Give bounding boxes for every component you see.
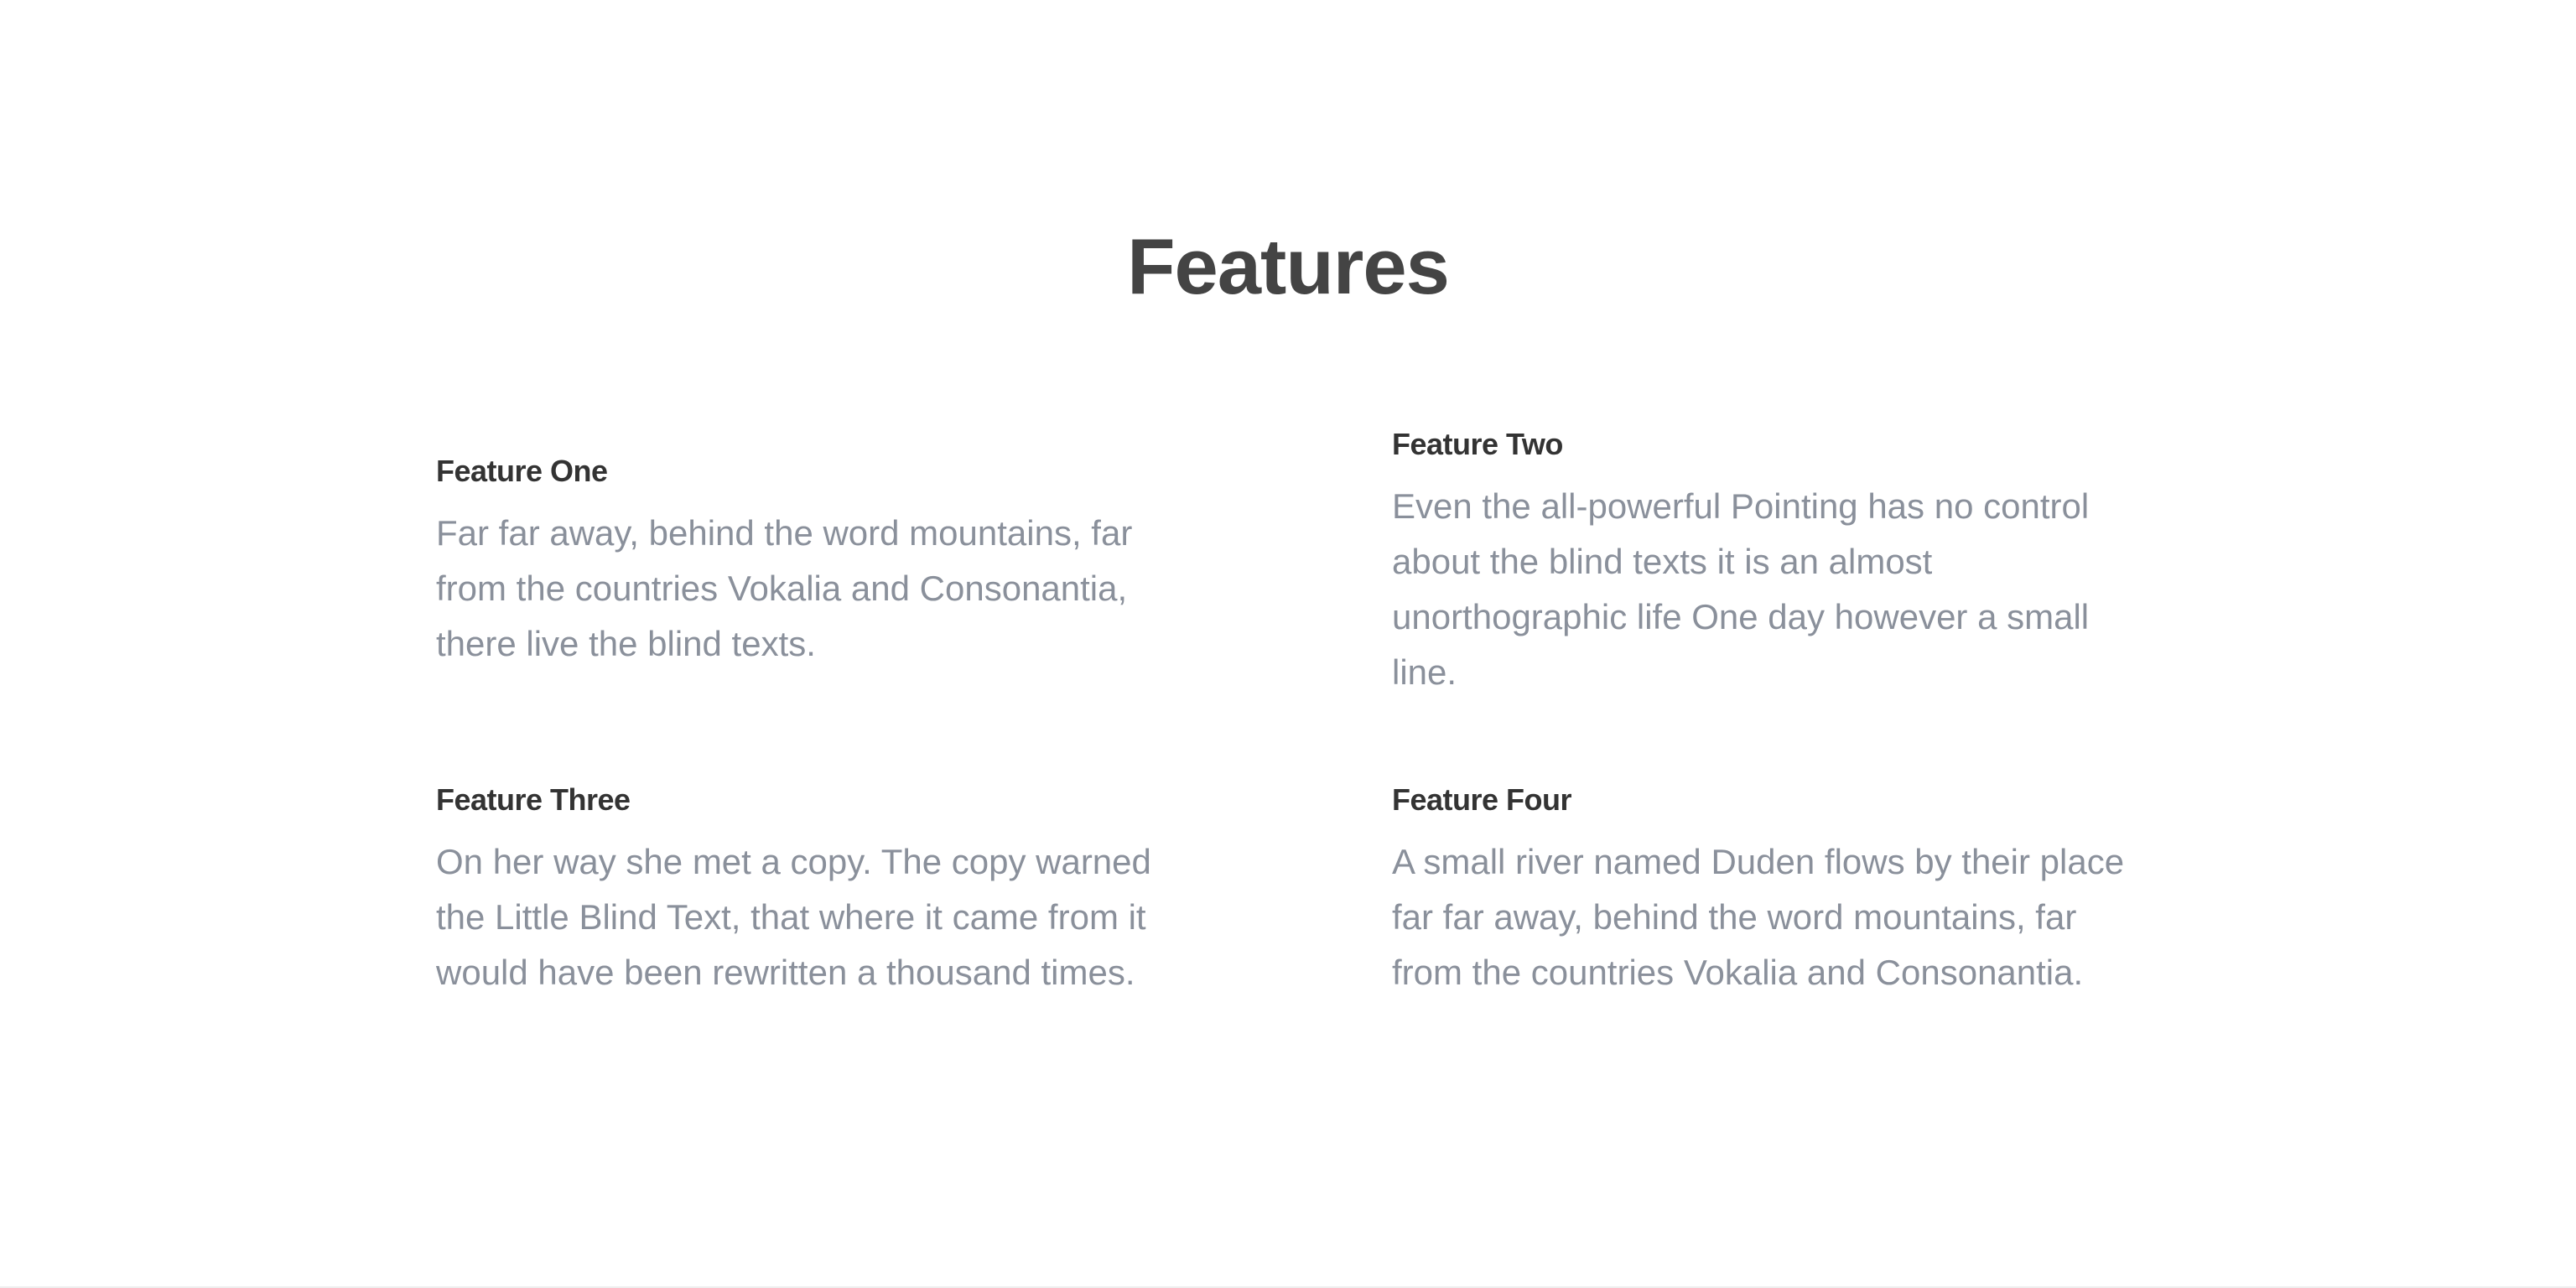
feature-card-three xyxy=(436,782,1174,1000)
section-title: Features xyxy=(1127,222,1449,310)
feature-card-four xyxy=(1392,782,2130,1000)
feature-description: Even the all-powerful Pointing has no control about the blind texts it is an almost unorthographic life One day however a small line. xyxy=(1392,486,2090,693)
feature-description: On her way she met a copy. The copy warned the Little Blind Text, that where it came from it would have been rewritten a thousand times. xyxy=(436,842,1151,993)
feature-title: Feature One xyxy=(436,454,608,488)
feature-title: Feature Two xyxy=(1392,427,1563,461)
feature-title: Feature Four xyxy=(1392,782,1572,817)
feature-card-one xyxy=(436,453,1174,672)
feature-card-two xyxy=(1392,426,2130,700)
feature-description: Far far away, behind the word mountains, far from the countries Vokalia and Consonantia, there live the blind texts. xyxy=(436,513,1133,664)
feature-description: A small river named Duden flows by their place far far away, behind the word mountains, far from the countries Vokalia and Consonantia. xyxy=(1392,842,2125,993)
feature-title: Feature Three xyxy=(436,782,631,817)
